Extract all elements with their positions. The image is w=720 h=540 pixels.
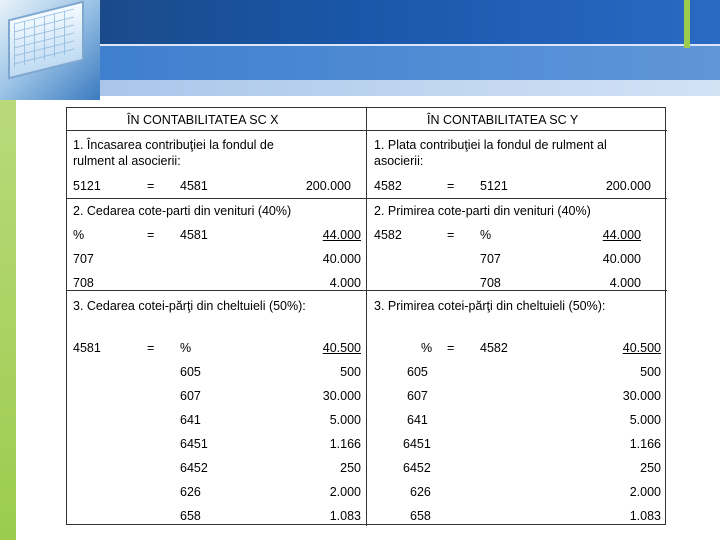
slide-left-accent-bar: [0, 100, 16, 540]
section3-right-title: 3. Primirea cotei-părţi din cheltuieli (50%):: [374, 299, 606, 313]
section3-right-row-account: 626: [410, 485, 431, 499]
section2-left-title: 2. Cedarea cote-parti din venituri (40%): [73, 204, 292, 218]
section3-right-credit: 4582: [480, 341, 508, 355]
table-column-divider: [366, 108, 367, 526]
header-bar-dark: [100, 0, 720, 44]
section2-left-amount: 44.000: [322, 228, 361, 242]
section3-right-row-amount: 250: [640, 461, 661, 475]
section2-left-row-amount: 40.000: [322, 252, 361, 266]
section3-right-row-amount: 30.000: [622, 389, 661, 403]
section3-right-row-amount: 5.000: [629, 413, 661, 427]
section1-left-credit: 4581: [180, 179, 208, 193]
section3-left-title: 3. Cedarea cotei-părţi din cheltuieli (50%):: [73, 299, 306, 313]
section2-right-debit: 4582: [374, 228, 402, 242]
section1-right-title-line2: asocierii:: [374, 154, 424, 168]
section3-left-row-amount: 500: [340, 365, 361, 379]
section3-left-row-account: 6452: [180, 461, 208, 475]
section1-left-amount: 200.000: [305, 179, 351, 193]
section3-left-row-amount: 250: [340, 461, 361, 475]
section1-left-title-line1: 1. Încasarea contribuţiei la fondul de: [73, 138, 274, 152]
section3-left-row-account: 641: [180, 413, 201, 427]
accounting-table: [66, 107, 666, 525]
section2-right-amount: 44.000: [602, 228, 641, 242]
section3-left-row-account: 605: [180, 365, 201, 379]
section1-right-credit: 5121: [480, 179, 508, 193]
section3-right-row-amount: 1.166: [629, 437, 661, 451]
section2-left-eq: =: [147, 228, 155, 242]
header-green-accent: [684, 0, 690, 48]
section3-right-eq: =: [447, 341, 455, 355]
section3-right-debit: %: [421, 341, 433, 355]
header-left: ÎN CONTABILITATEA SC X: [127, 113, 279, 127]
table-header-divider: [67, 130, 667, 131]
section2-right-title: 2. Primirea cote-parti din venituri (40%): [374, 204, 591, 218]
section2-left-credit: 4581: [180, 228, 208, 242]
section3-right-row-account: 641: [407, 413, 428, 427]
table-divider-section1: [67, 198, 667, 199]
section3-right-row-account: 658: [410, 509, 431, 523]
section3-left-eq: =: [147, 341, 155, 355]
section3-left-row-account: 658: [180, 509, 201, 523]
section2-right-row-account: 708: [480, 276, 501, 290]
section2-left-row-account: 708: [73, 276, 94, 290]
section3-left-credit: %: [180, 341, 192, 355]
section3-right-row-amount: 1.083: [629, 509, 661, 523]
section3-left-row-amount: 1.166: [329, 437, 361, 451]
section1-right-title-line1: 1. Plata contribuţiei la fondul de rulment al: [374, 138, 607, 152]
section2-left-row-amount: 4.000: [329, 276, 361, 290]
section1-left-debit: 5121: [73, 179, 101, 193]
section1-right-amount: 200.000: [605, 179, 651, 193]
section1-left-eq: =: [147, 179, 155, 193]
section3-left-row-amount: 2.000: [329, 485, 361, 499]
section3-right-row-amount: 2.000: [629, 485, 661, 499]
section2-right-eq: =: [447, 228, 455, 242]
section3-right-row-amount: 500: [640, 365, 661, 379]
header-right: ÎN CONTABILITATEA SC Y: [427, 113, 579, 127]
section3-left-row-account: 607: [180, 389, 201, 403]
section2-right-row-account: 707: [480, 252, 501, 266]
section2-left-debit: %: [73, 228, 85, 242]
header-separator: [100, 44, 720, 46]
section1-right-debit: 4582: [374, 179, 402, 193]
section3-left-row-account: 626: [180, 485, 201, 499]
section3-right-row-account: 607: [407, 389, 428, 403]
section1-left-title-line2: rulment al asocierii:: [73, 154, 181, 168]
section3-right-row-account: 6451: [403, 437, 431, 451]
section1-right-eq: =: [447, 179, 455, 193]
header-bar-mid: [100, 44, 720, 80]
monitor-photo-icon: [0, 0, 100, 100]
section3-left-row-amount: 1.083: [329, 509, 361, 523]
section3-right-row-account: 605: [407, 365, 428, 379]
section2-right-credit: %: [480, 228, 492, 242]
section3-left-debit: 4581: [73, 341, 101, 355]
section2-right-row-amount: 40.000: [602, 252, 641, 266]
section2-right-row-amount: 4.000: [609, 276, 641, 290]
section3-left-amount: 40.500: [322, 341, 361, 355]
section3-left-row-amount: 30.000: [322, 389, 361, 403]
section2-left-row-account: 707: [73, 252, 94, 266]
header-bar-light: [100, 80, 720, 96]
section3-left-row-amount: 5.000: [329, 413, 361, 427]
section3-right-amount: 40.500: [622, 341, 661, 355]
section3-right-row-account: 6452: [403, 461, 431, 475]
slide-header-band: [0, 0, 720, 100]
section3-left-row-account: 6451: [180, 437, 208, 451]
